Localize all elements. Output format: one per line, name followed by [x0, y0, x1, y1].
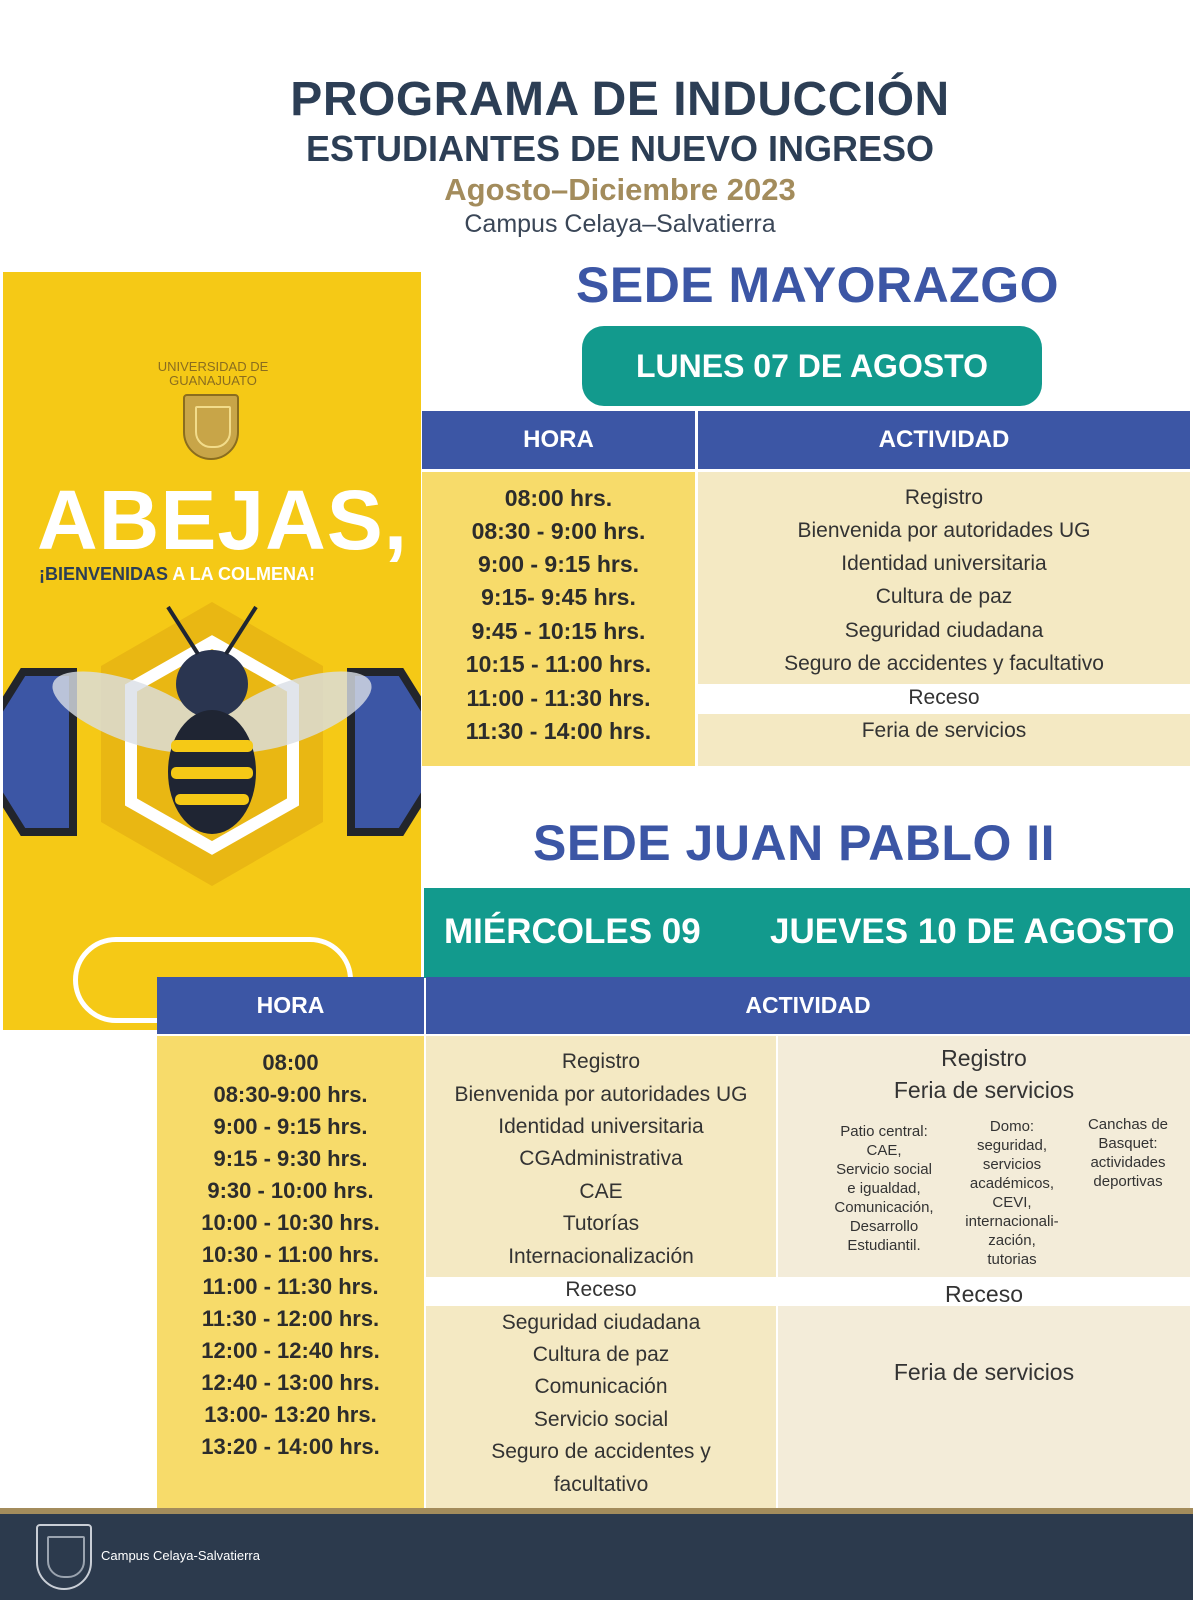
thursday-feria: Feria de servicios: [893, 1077, 1075, 1103]
university-crest-icon: [183, 394, 239, 460]
thursday-domo: Domo: seguridad, servicios académicos, CEVI, internacionali- zación, tutorias: [965, 1118, 1059, 1268]
mayorazgo-actividad-header: ACTIVIDAD: [698, 411, 1190, 469]
list-item: 9:15- 9:45 hrs.: [481, 584, 636, 610]
thursday-registro: Registro: [941, 1045, 1027, 1071]
list-item: CGAdministrativa: [519, 1147, 683, 1170]
list-item: 9:45 - 10:15 hrs.: [471, 618, 646, 644]
university-seal-icon: [36, 1524, 92, 1590]
mayorazgo-hora-header: HORA: [422, 411, 695, 469]
list-item: 12:40 - 13:00 hrs.: [201, 1370, 380, 1395]
list-item: Servicio social: [533, 1408, 669, 1431]
list-item: 11:00 - 11:30 hrs.: [466, 685, 651, 711]
juan-pablo-days-bar: [424, 888, 1190, 978]
bee-illustration-icon: [3, 602, 421, 932]
wednesday-activities-list: [426, 1036, 776, 1508]
thursday-activities-list: [778, 1036, 1190, 1508]
footer-campus: Campus Celaya-Salvatierra: [101, 1548, 260, 1563]
list-item: 9:15 - 9:30 hrs.: [213, 1146, 368, 1171]
list-item: Feria de servicios: [861, 719, 1027, 742]
poster-tagline-part1: ¡BIENVENIDAS: [39, 564, 169, 584]
day-thursday-label: JUEVES 10 DE AGOSTO: [770, 912, 1175, 951]
list-item: 13:00- 13:20 hrs.: [204, 1402, 377, 1427]
list-item: Receso: [908, 686, 980, 709]
day-wednesday-label: MIÉRCOLES 09: [444, 912, 701, 951]
list-item: facultativo: [553, 1473, 649, 1496]
list-item: Seguridad ciudadana: [501, 1311, 701, 1334]
period-label: Agosto–Diciembre 2023: [444, 172, 796, 207]
mayorazgo-hours-column: [422, 472, 695, 766]
thursday-feria-final: Feria de servicios: [893, 1359, 1075, 1385]
list-item: 08:00: [262, 1050, 319, 1075]
mayorazgo-day-badge: LUNES 07 DE AGOSTO: [582, 326, 1042, 406]
list-item: 12:00 - 12:40 hrs.: [201, 1338, 380, 1363]
list-item: 11:00 - 11:30 hrs.: [202, 1274, 379, 1299]
thursday-receso: Receso: [945, 1281, 1023, 1307]
poster-headline: ABEJAS,: [37, 473, 409, 567]
list-item: Receso: [565, 1278, 637, 1301]
juan-pablo-actividad-header: ACTIVIDAD: [426, 977, 1190, 1034]
list-item: Internacionalización: [508, 1245, 694, 1268]
juan-pablo-hora-header: HORA: [157, 977, 424, 1034]
list-item: Cultura de paz: [875, 585, 1013, 608]
sede-mayorazgo-title: SEDE MAYORAZGO: [576, 257, 1060, 313]
list-item: CAE: [579, 1180, 623, 1203]
juan-pablo-hours-column: [157, 1036, 424, 1508]
list-item: 13:20 - 14:00 hrs.: [201, 1434, 380, 1459]
thursday-canchas: Canchas de Basquet: actividades deportivas: [1087, 1116, 1169, 1190]
list-item: Seguro de accidentes y: [491, 1440, 711, 1463]
list-item: Cultura de paz: [532, 1343, 670, 1366]
poster-tagline-part2: A LA COLMENA!: [172, 564, 316, 584]
list-item: Registro: [904, 486, 984, 509]
campus-label: Campus Celaya–Salvatierra: [464, 210, 776, 238]
welcome-poster: [3, 272, 421, 1030]
list-item: 9:30 - 10:00 hrs.: [207, 1178, 374, 1203]
list-item: Comunicación: [534, 1375, 668, 1398]
list-item: Identidad universitaria: [841, 552, 1047, 575]
list-item: 08:00 hrs.: [504, 485, 613, 511]
list-item: 08:30-9:00 hrs.: [213, 1082, 368, 1107]
university-name: UNIVERSIDAD DE GUANAJUATO: [157, 359, 269, 388]
list-item: Registro: [561, 1050, 641, 1073]
list-item: 9:00 - 9:15 hrs.: [213, 1114, 368, 1139]
list-item: 9:00 - 9:15 hrs.: [477, 551, 640, 577]
sede-juan-pablo-title: SEDE JUAN PABLO II: [533, 815, 1056, 871]
list-item: 11:30 - 12:00 hrs.: [201, 1306, 380, 1331]
list-item: Bienvenida por autoridades UG: [454, 1083, 748, 1106]
list-item: 11:30 - 14:00 hrs.: [465, 718, 652, 744]
list-item: Bienvenida por autoridades UG: [797, 519, 1091, 542]
thursday-patio-central: Patio central: CAE, Servicio social e igualdad, Comunicación, Desarrollo Estudiantil.: [834, 1123, 934, 1254]
list-item: Seguro de accidentes y facultativo: [784, 652, 1104, 675]
list-item: 10:00 - 10:30 hrs.: [201, 1210, 380, 1235]
poster-tagline: [39, 564, 315, 585]
page-title: PROGRAMA DE INDUCCIÓN: [290, 73, 950, 126]
list-item: 10:15 - 11:00 hrs.: [465, 651, 652, 677]
list-item: 10:30 - 11:00 hrs.: [201, 1242, 380, 1267]
mayorazgo-activities-list: [698, 472, 1190, 766]
list-item: Seguridad ciudadana: [844, 619, 1044, 642]
list-item: Tutorías: [562, 1212, 640, 1235]
list-item: 08:30 - 9:00 hrs.: [471, 518, 646, 544]
footer: [0, 1514, 1193, 1600]
list-item: Identidad universitaria: [498, 1115, 704, 1138]
page-subtitle: ESTUDIANTES DE NUEVO INGRESO: [305, 128, 935, 169]
